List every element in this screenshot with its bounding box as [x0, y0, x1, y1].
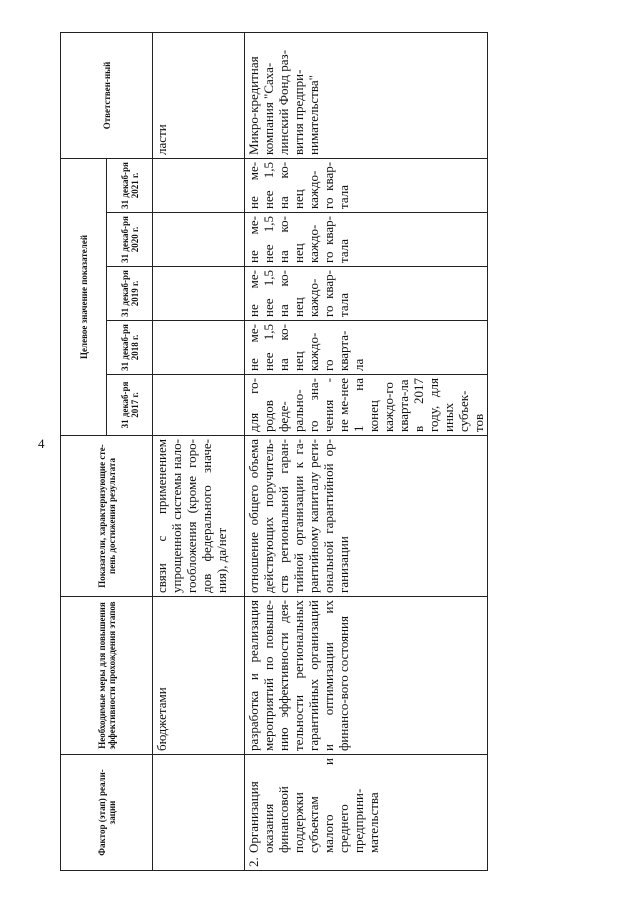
row2-measures-cell: разработка и реализация мероприятий по повыше-нию эффективности дея-тельности региональных гарантийных организаций и оптимизации их финансо-вого состояния	[245, 597, 488, 755]
header-target-values: Целевое значение показателей	[61, 158, 107, 435]
row2-factor-text: Организация оказания финансовой поддержки субъектам малого и среднего предприни-мательства	[246, 758, 381, 853]
header-indicator: Показатели, характеризующие сте-пень достижения результата	[61, 436, 153, 597]
continuation-2020-cell	[153, 213, 245, 267]
row2-number: 2.	[246, 857, 261, 867]
page-number: 4	[38, 436, 45, 451]
continuation-2019-cell	[153, 267, 245, 321]
table-row	[245, 32, 488, 870]
row2-factor-cell	[245, 755, 488, 871]
continuation-responsible-cell: ласти	[153, 32, 245, 158]
header-year-2019: 31 декаб-ря 2019 г.	[107, 267, 153, 321]
row2-2021-cell: не ме-нее 1,5 на ко-нец каждо-го квар-тала	[245, 158, 488, 212]
row2-2018-cell: не ме-нее 1,5 на ко-нец каждо-го кварта-ла	[245, 321, 488, 375]
row2-2017-cell: для го-родов феде-рально-го зна-чения - не ме-нее 1 на конец каждо-го кварта-ла в 2017 году, для иных субъек-тов	[245, 375, 488, 436]
row2-2020-cell: не ме-нее 1,5 на ко-нец каждо-го квар-тала	[245, 213, 488, 267]
continuation-2018-cell	[153, 321, 245, 375]
row2-2019-cell: не ме-нее 1,5 на ко-нец каждо-го квар-тала	[245, 267, 488, 321]
rotated-table-container	[60, 33, 600, 871]
row2-indicator-cell: отношение общего объема действующих поручитель-ств региональной гаран-тийной организации к га-рантийному капиталу реги-ональной гарантийной ор-ганизации	[245, 436, 488, 597]
row2-responsible-cell: Микро-кредитная компания "Саха-линский Фонд раз-вития предпри-нимательства"	[245, 32, 488, 158]
header-year-2020: 31 декаб-ря 2020 г.	[107, 213, 153, 267]
continuation-2021-cell	[153, 158, 245, 212]
header-year-2018: 31 декаб-ря 2018 г.	[107, 321, 153, 375]
header-factor: Фактор (этап) реали-зации	[61, 755, 153, 871]
target-indicators-table	[60, 32, 488, 871]
header-measures: Необходимые меры для повышения эффективности прохождения этапов	[61, 597, 153, 755]
table-row	[153, 32, 245, 870]
continuation-2017-cell	[153, 375, 245, 436]
continuation-measures-cell: бюджетами	[153, 597, 245, 755]
continuation-indicator-cell: связи с применением упрощенной системы нало-гообложения (кроме горо-дов федерального значе-ния), да/нет	[153, 436, 245, 597]
continuation-factor-cell	[153, 755, 245, 871]
header-year-2021: 31 декаб-ря 2021 г.	[107, 158, 153, 212]
header-responsible: Ответствен-ный	[61, 32, 153, 158]
header-year-2017: 31 декаб-ря 2017 г.	[107, 375, 153, 436]
